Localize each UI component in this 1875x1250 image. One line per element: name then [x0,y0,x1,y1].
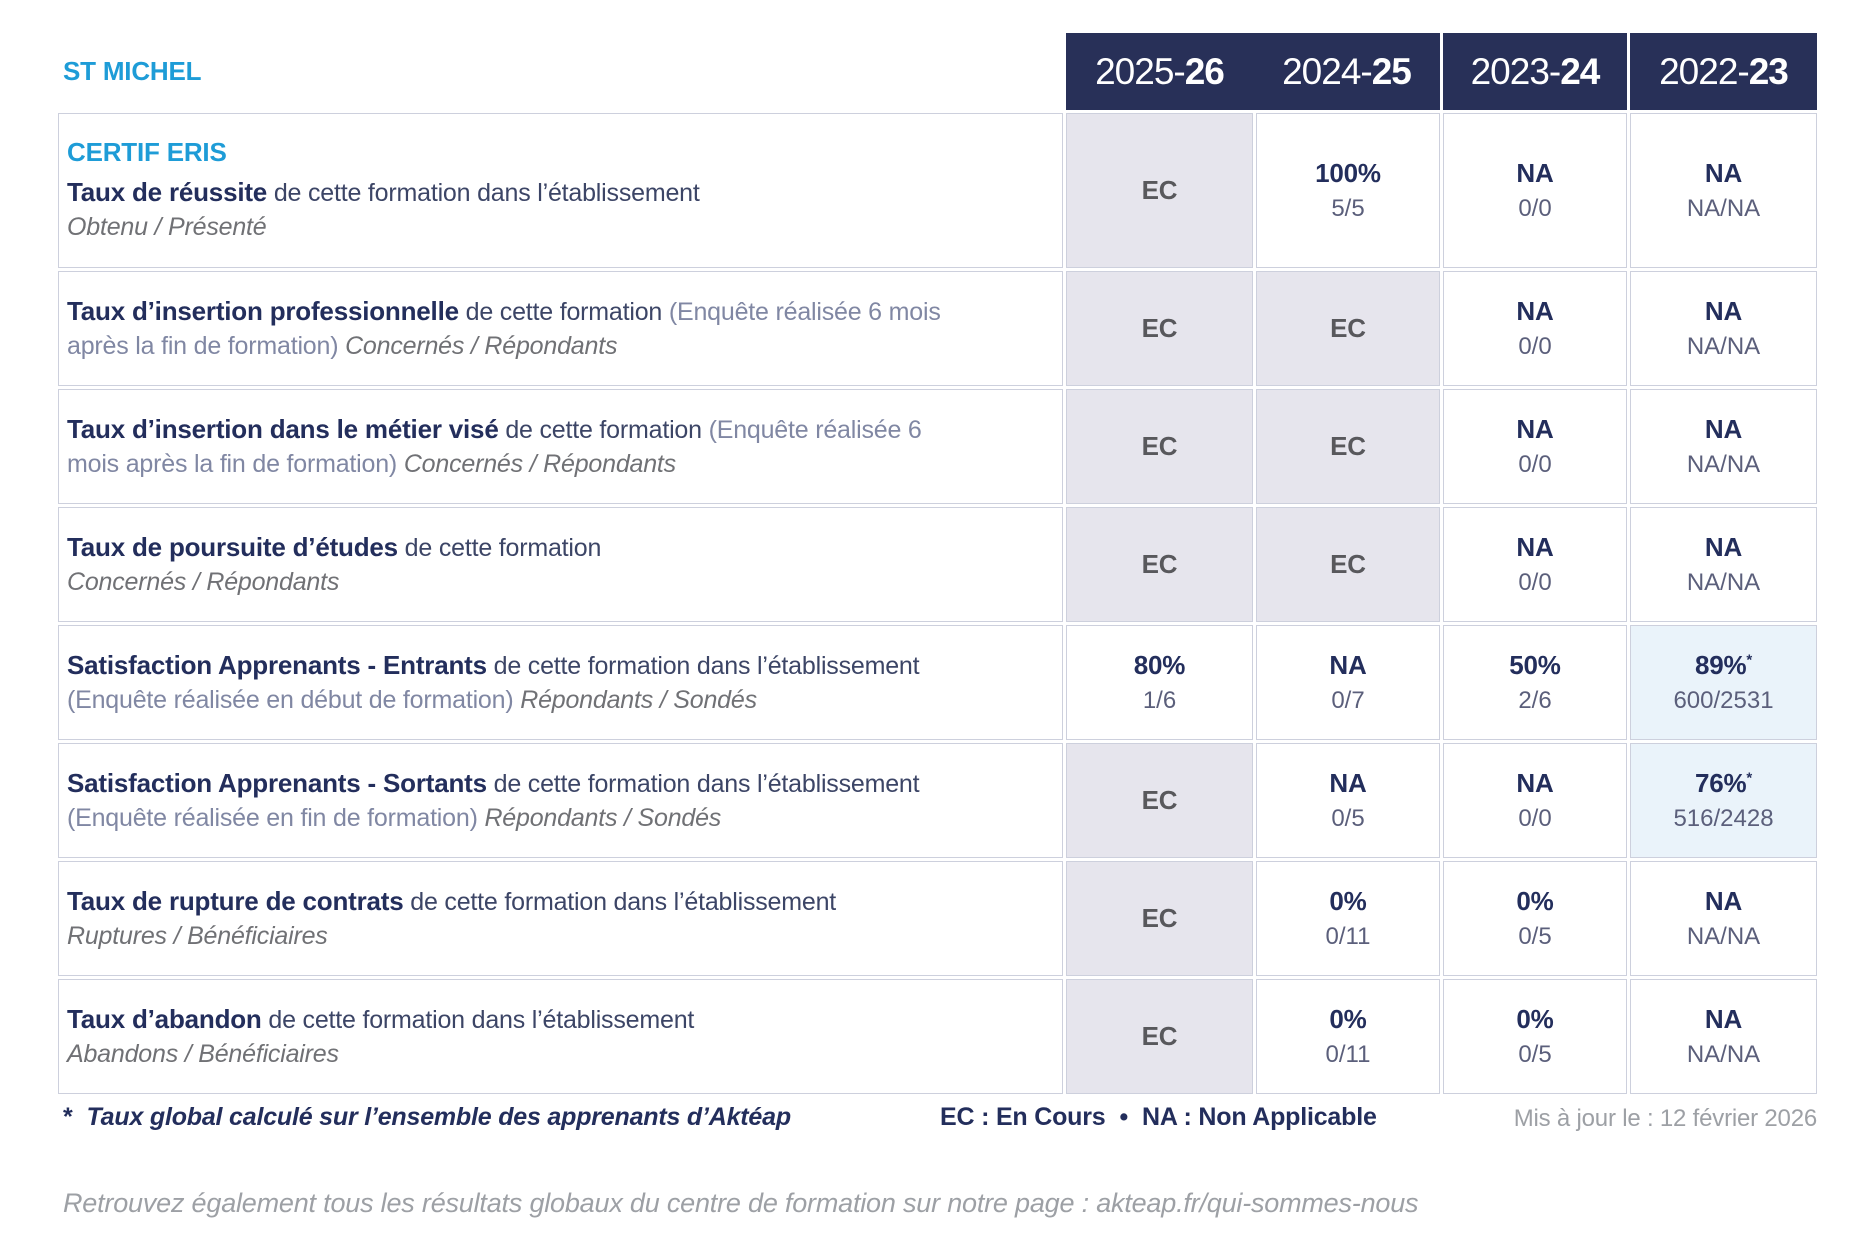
value-cell: NA 0/7 [1256,625,1440,740]
row-label-abandon: Taux d’abandon de cette formation dans l’établissement Abandons / Bénéficiaires [58,979,1063,1094]
value-cell: NA 0/0 [1443,743,1627,858]
legend-na: NA : Non Applicable [1142,1103,1377,1131]
value-cell: NA NA/NA [1630,979,1817,1094]
value-cell: 0% 0/5 [1443,979,1627,1094]
indicator-title: Satisfaction Apprenants - Entrants [67,650,487,680]
value-cell: NA 0/0 [1443,507,1627,622]
row-label-satisfaction-sortants: Satisfaction Apprenants - Sortants de cette formation dans l’établissement (Enquête réalisée en fin de formation) Répondants / Sondés [58,743,1063,858]
value-cell: 100% 5/5 [1256,113,1440,268]
abbreviation-legend [940,1103,1377,1132]
global-rate-footnote: * Taux global calculé sur l’ensemble des apprenants d’Aktéap [63,1103,791,1131]
value-cell: NA 0/0 [1443,113,1627,268]
value-cell: EC [1066,979,1253,1094]
indicator-title: Taux d’abandon [67,1004,262,1034]
value-cell: NA NA/NA [1630,861,1817,976]
indicator-title: Taux d’insertion dans le métier visé [67,414,499,444]
legend-ec: EC : En Cours [940,1103,1106,1131]
year-header-merged [1066,33,1440,110]
page-title: ST MICHEL [63,56,202,86]
value-cell: 80% 1/6 [1066,625,1253,740]
year-header-2022-23: 2022- 23 [1630,33,1817,110]
last-updated-date: Mis à jour le : 12 février 2026 [1513,1105,1817,1132]
value-cell-global-rate: 76%* 516/2428 [1630,743,1817,858]
row-label-poursuite-etudes: Taux de poursuite d’études de cette formation Concernés / Répondants [58,507,1063,622]
value-cell: EC [1066,113,1253,268]
value-cell: EC [1066,271,1253,386]
value-cell: EC [1066,861,1253,976]
value-cell: NA NA/NA [1630,507,1817,622]
value-cell: NA 0/0 [1443,271,1627,386]
row-label-rupture-contrats: Taux de rupture de contrats de cette formation dans l’établissement Ruptures / Bénéficiaires [58,861,1063,976]
row-label-taux-reussite: CERTIF ERIS Taux de réussite de cette formation dans l’établissement Obtenu / Présenté [58,113,1063,268]
value-cell: EC [1256,389,1440,504]
value-cell: 50% 2/6 [1443,625,1627,740]
row-label-insertion-professionnelle: Taux d’insertion professionnelle de cette formation (Enquête réalisée 6 mois après la fin de formation) Concernés / Répondants [58,271,1063,386]
global-results-note: Retrouvez également tous les résultats globaux du centre de formation sur notre page : akteap.fr/qui-sommes-nous [63,1188,1419,1218]
indicator-title: Taux de rupture de contrats [67,886,404,916]
indicator-title: Taux de poursuite d’études [67,532,398,562]
value-cell: 0% 0/5 [1443,861,1627,976]
results-table [58,33,1817,1094]
year-header-2023-24: 2023- 24 [1443,33,1627,110]
establishment-title-cell [58,33,1063,110]
value-cell: NA 0/5 [1256,743,1440,858]
value-cell: 0% 0/11 [1256,979,1440,1094]
program-title: CERTIF ERIS [67,137,227,167]
asterisk: * [1746,651,1753,669]
year-header-2025-26: 2025- 26 [1095,50,1224,92]
indicator-title: Taux d’insertion professionnelle [67,296,459,326]
value-cell: NA NA/NA [1630,113,1817,268]
year-header-2024-25: 2024- 25 [1282,50,1411,92]
value-cell: EC [1066,507,1253,622]
row-label-satisfaction-entrants: Satisfaction Apprenants - Entrants de cette formation dans l’établissement (Enquête réalisée en début de formation) Répondants / Sondés [58,625,1063,740]
indicator-title: Satisfaction Apprenants - Sortants [67,768,487,798]
indicator-title: Taux de réussite [67,177,268,207]
value-cell: EC [1066,743,1253,858]
bullet-separator: • [1119,1103,1129,1131]
value-cell: 0% 0/11 [1256,861,1440,976]
row-label-insertion-metier: Taux d’insertion dans le métier visé de cette formation (Enquête réalisée 6 mois après la fin de formation) Concernés / Répondants [58,389,1063,504]
value-cell: NA NA/NA [1630,389,1817,504]
value-cell: EC [1256,507,1440,622]
asterisk: * [1746,769,1753,787]
value-cell: EC [1066,389,1253,504]
value-cell: NA NA/NA [1630,271,1817,386]
value-cell-global-rate: 89%* 600/2531 [1630,625,1817,740]
value-cell: EC [1256,271,1440,386]
asterisk: * [63,1103,73,1131]
value-cell: NA 0/0 [1443,389,1627,504]
